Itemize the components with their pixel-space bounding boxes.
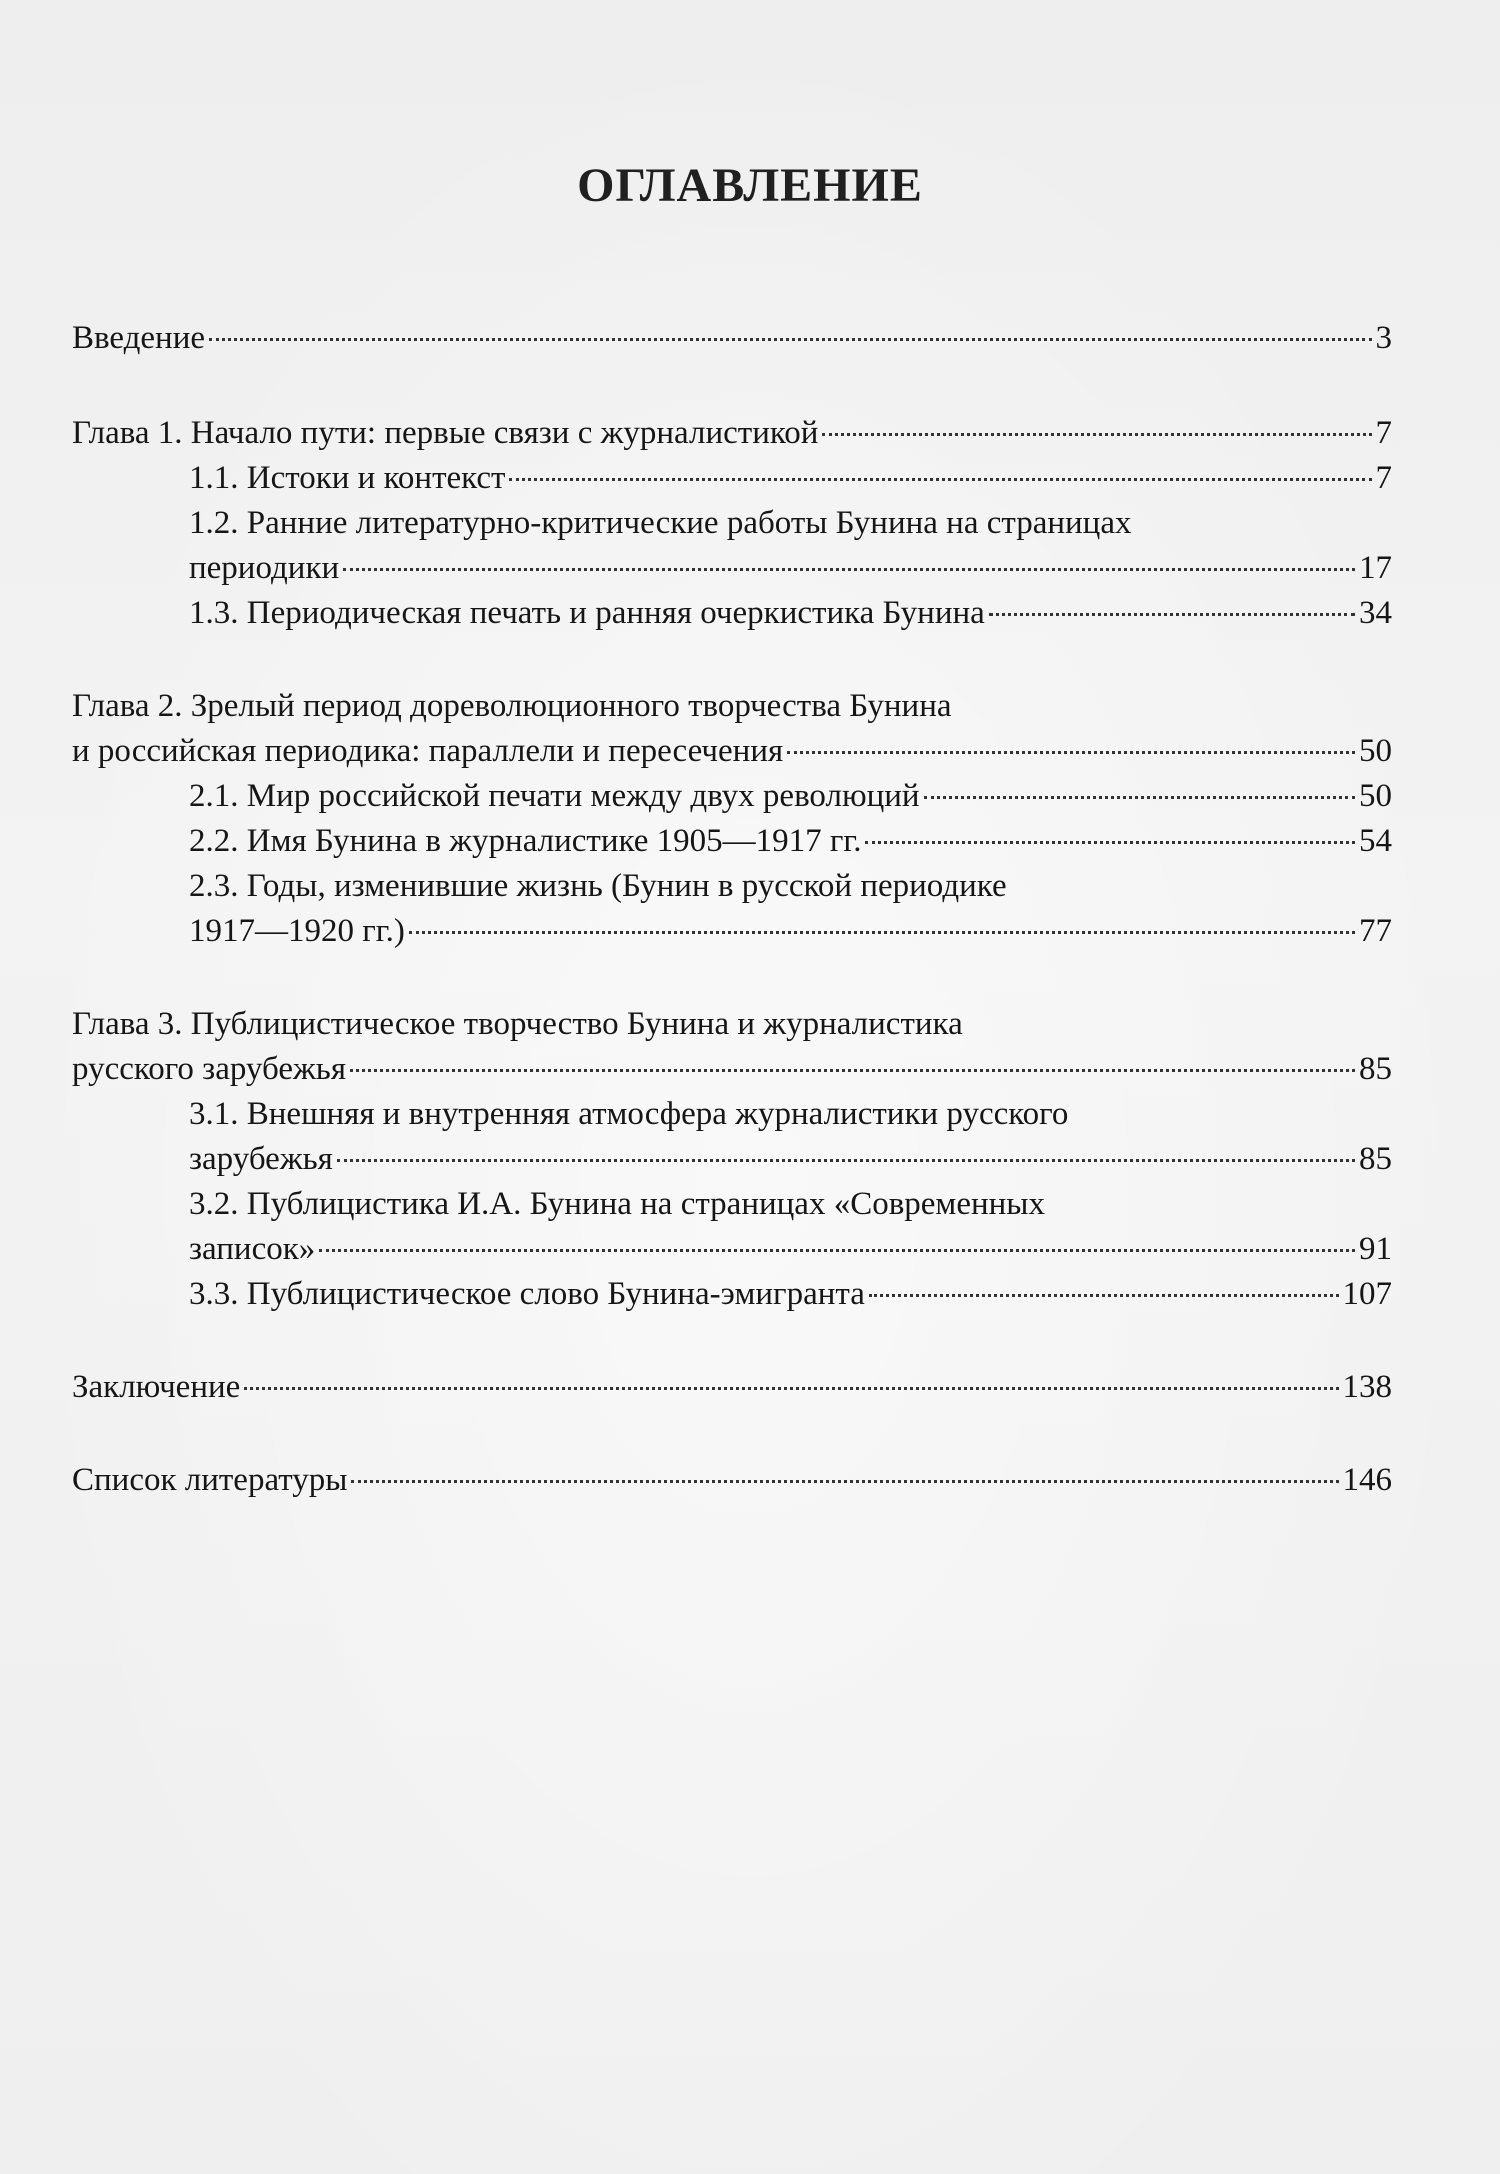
- toc-label: 1.1. Истоки и контекст: [189, 460, 506, 496]
- dot-leader: [509, 478, 1371, 481]
- toc-label-line: Глава 2. Зрелый период дореволюционного творчества Бунина: [72, 688, 952, 724]
- dot-leader: [865, 841, 1355, 844]
- dot-leader: [343, 568, 1355, 571]
- toc-label: 1.3. Периодическая печать и ранняя очеркистика Бунина: [189, 595, 985, 631]
- toc-entry-chapter-1: [72, 411, 1392, 456]
- toc-page-number: 50: [1359, 778, 1392, 814]
- toc-entry-section-1-3: [189, 591, 1392, 636]
- toc-entry-section-1-2: [189, 501, 1392, 591]
- dot-leader: [822, 433, 1371, 436]
- toc-label: русского зарубежья: [72, 1051, 347, 1087]
- toc-entry-section-2-2: [189, 819, 1392, 864]
- dot-leader: [244, 1387, 1338, 1390]
- toc-page-number: 77: [1359, 913, 1392, 949]
- toc-label-line: 3.1. Внешняя и внутренняя атмосфера журналистики русского: [189, 1096, 1069, 1132]
- dot-leader: [351, 1480, 1338, 1483]
- toc-label: записок»: [189, 1231, 316, 1267]
- dot-leader: [869, 1294, 1339, 1297]
- toc-label-line: 2.3. Годы, изменившие жизнь (Бунин в русской периодике: [189, 868, 1007, 904]
- page-title: ОГЛАВЛЕНИЕ: [577, 159, 923, 212]
- dot-leader: [319, 1249, 1355, 1252]
- toc-page-number: 7: [1375, 460, 1392, 496]
- dot-leader: [209, 338, 1371, 341]
- toc-page-number: 54: [1359, 823, 1392, 859]
- toc-entry-chapter-2: [72, 684, 1392, 774]
- toc-page-number: 85: [1359, 1051, 1392, 1087]
- toc-entry-section-3-1: [189, 1092, 1392, 1182]
- table-of-contents: [72, 316, 1392, 1503]
- toc-label: периодики: [189, 550, 340, 586]
- toc-entry-section-2-3: [189, 864, 1392, 954]
- toc-label: зарубежья: [189, 1141, 333, 1177]
- toc-label-line: Глава 3. Публицистическое творчество Бунина и журналистика: [72, 1006, 963, 1042]
- toc-entry-section-3-3: [189, 1272, 1392, 1317]
- dot-leader: [787, 751, 1355, 754]
- toc-page-number: 107: [1342, 1276, 1392, 1312]
- dot-leader: [350, 1069, 1355, 1072]
- toc-entry-chapter-3: [72, 1002, 1392, 1092]
- toc-entry-section-1-1: [189, 456, 1392, 501]
- toc-entry-references: [72, 1458, 1392, 1503]
- toc-page-number: 17: [1359, 550, 1392, 586]
- dot-leader: [409, 931, 1355, 934]
- toc-entry-intro: [72, 316, 1392, 361]
- toc-label: Список литературы: [72, 1462, 348, 1498]
- toc-label: Заключение: [72, 1369, 241, 1405]
- toc-page-number: 85: [1359, 1141, 1392, 1177]
- dot-leader: [337, 1159, 1355, 1162]
- toc-label: 2.2. Имя Бунина в журналистике 1905—1917 гг.: [189, 823, 862, 859]
- toc-entry-section-3-2: [189, 1182, 1392, 1272]
- toc-page-number: 146: [1342, 1462, 1392, 1498]
- toc-page-number: 91: [1359, 1231, 1392, 1267]
- toc-page-number: 50: [1359, 733, 1392, 769]
- toc-page-number: 7: [1375, 415, 1392, 451]
- toc-label-line: 3.2. Публицистика И.А. Бунина на страницах «Современных: [189, 1186, 1045, 1222]
- toc-label: 3.3. Публицистическое слово Бунина-эмигранта: [189, 1276, 865, 1312]
- toc-page-number: 138: [1342, 1369, 1392, 1405]
- toc-entry-conclusion: [72, 1365, 1392, 1410]
- toc-label: 2.1. Мир российской печати между двух революций: [189, 778, 920, 814]
- dot-leader: [989, 613, 1355, 616]
- toc-page-number: 3: [1375, 320, 1392, 356]
- toc-page-number: 34: [1359, 595, 1392, 631]
- toc-label: Введение: [72, 320, 206, 356]
- toc-label-line: 1.2. Ранние литературно-критические работы Бунина на страницах: [189, 505, 1132, 541]
- toc-label: 1917—1920 гг.): [189, 913, 405, 949]
- toc-label: Глава 1. Начало пути: первые связи с журналистикой: [72, 415, 819, 451]
- toc-entry-section-2-1: [189, 774, 1392, 819]
- toc-label: и российская периодика: параллели и пересечения: [72, 733, 784, 769]
- dot-leader: [924, 796, 1355, 799]
